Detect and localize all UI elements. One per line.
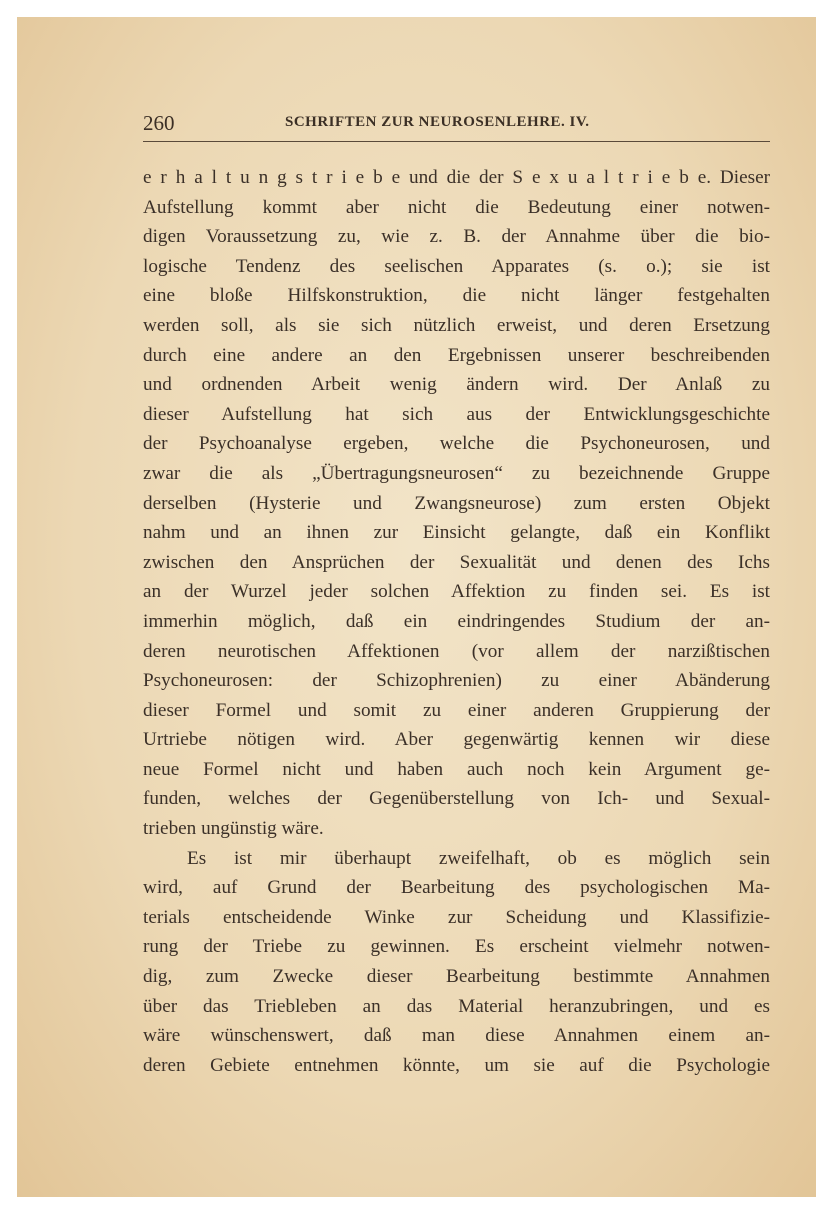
text-line: terials entscheidende Winke zur Scheidung und Klassifizie-	[143, 906, 770, 928]
text-line: wäre wünschenswert, daß man diese Annahmen einem an-	[143, 1025, 770, 1047]
text-line: deren Gebiete entnehmen könnte, um sie auf die Psychologie	[143, 1054, 770, 1076]
text-line: eine bloße Hilfskonstruktion, die nicht länger festgehalten	[143, 285, 770, 307]
text-line: über das Triebleben an das Material heranzubringen, und es	[143, 995, 770, 1017]
text-line: funden, welches der Gegenüberstellung von Ich- und Sexual-	[143, 788, 770, 810]
paragraph-start-line: Es ist mir überhaupt zweifelhaft, ob es möglich sein	[187, 847, 770, 869]
text-line: deren neurotischen Affektionen (vor allem der narzißtischen	[143, 640, 770, 662]
text-line: Aufstellung kommt aber nicht die Bedeutung einer notwen-	[143, 196, 770, 218]
running-head: SCHRIFTEN ZUR NEUROSENLEHRE. IV.	[285, 114, 590, 130]
text-line: werden soll, als sie sich nützlich erweist, und deren Ersetzung	[143, 314, 770, 336]
text-line: Psychoneurosen: der Schizophrenien) zu einer Abänderung	[143, 670, 770, 692]
text-line: nahm und an ihnen zur Einsicht gelangte, daß ein Konflikt	[143, 522, 770, 544]
text-line: zwischen den Ansprüchen der Sexualität und denen des Ichs	[143, 551, 770, 573]
text-line: durch eine andere an den Ergebnissen unserer beschreibenden	[143, 344, 770, 366]
text-line: wird, auf Grund der Bearbeitung des psychologischen Ma-	[143, 877, 770, 899]
text-line: immerhin möglich, daß ein eindringendes Studium der an-	[143, 610, 770, 632]
text-line: e r h a l t u n g s t r i e b e und die der S e x u a l t r i e b e. Dieser	[143, 167, 770, 188]
body-text	[143, 163, 770, 1080]
book-page	[17, 17, 816, 1197]
text-line: neue Formel nicht und haben auch noch kein Argument ge-	[143, 758, 770, 780]
text-line: und ordnenden Arbeit wenig ändern wird. Der Anlaß zu	[143, 374, 770, 396]
text-line: dieser Aufstellung hat sich aus der Entwicklungsgeschichte	[143, 403, 770, 425]
page-header	[143, 111, 770, 142]
text-line: an der Wurzel jeder solchen Affektion zu finden sei. Es ist	[143, 581, 770, 603]
text-line: digen Voraussetzung zu, wie z. B. der Annahme über die bio-	[143, 226, 770, 248]
text-line: Urtriebe nötigen wird. Aber gegenwärtig kennen wir diese	[143, 729, 770, 751]
page-number: 260	[143, 111, 175, 135]
text-line: derselben (Hysterie und Zwangsneurose) zum ersten Objekt	[143, 492, 770, 514]
text-line: rung der Triebe zu gewinnen. Es erscheint vielmehr notwen-	[143, 936, 770, 958]
paragraph-end-line: trieben ungünstig wäre.	[143, 818, 324, 840]
text-line: dig, zum Zwecke dieser Bearbeitung bestimmte Annahmen	[143, 966, 770, 988]
text-line: dieser Formel und somit zu einer anderen Gruppierung der	[143, 699, 770, 721]
text-line: logische Tendenz des seelischen Apparates (s. o.); sie ist	[143, 255, 770, 277]
text-line: zwar die als „Übertragungsneurosen“ zu bezeichnende Gruppe	[143, 462, 770, 484]
text-line: der Psychoanalyse ergeben, welche die Psychoneurosen, und	[143, 433, 770, 455]
